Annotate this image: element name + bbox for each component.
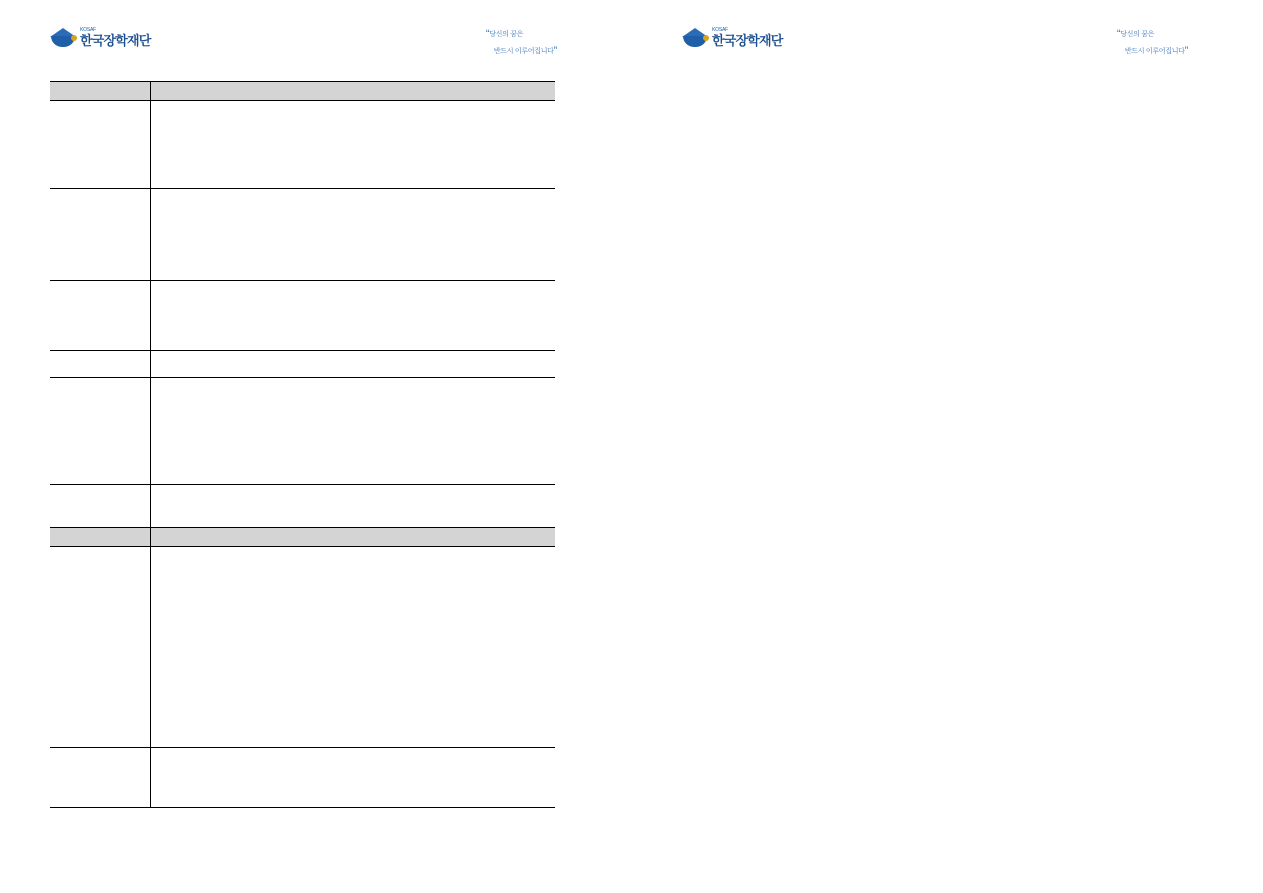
kosaf-logo bbox=[50, 26, 151, 48]
row-label bbox=[50, 281, 150, 351]
logo-subtext: KOSAF bbox=[80, 26, 96, 33]
page-header-right bbox=[632, 0, 1263, 56]
row-body bbox=[150, 101, 555, 189]
quote-open-icon: “ bbox=[1116, 28, 1121, 40]
row-label bbox=[50, 748, 150, 808]
row-label bbox=[50, 101, 150, 189]
kosaf-logo bbox=[682, 26, 783, 48]
slogan-line-2: 반드시 이루어집니다 bbox=[493, 47, 554, 55]
row-body bbox=[150, 378, 555, 485]
quote-close-icon: ” bbox=[1184, 44, 1188, 57]
slogan-line-1: 당신의 꿈은 bbox=[489, 31, 524, 38]
table-header-cell-left bbox=[50, 82, 150, 101]
table-row bbox=[50, 378, 555, 485]
header-slogan-right bbox=[1117, 26, 1188, 59]
table-left-upper bbox=[50, 81, 555, 537]
row-body bbox=[150, 351, 555, 378]
row-body bbox=[150, 189, 555, 281]
slogan-line-2: 반드시 이루어집니다 bbox=[1124, 47, 1185, 55]
row-body bbox=[150, 547, 555, 748]
table-row bbox=[50, 351, 555, 378]
table-row bbox=[50, 281, 555, 351]
row-label bbox=[50, 351, 150, 378]
table-header-row bbox=[50, 528, 555, 547]
table-row bbox=[50, 748, 555, 808]
row-label bbox=[50, 547, 150, 748]
row-body bbox=[150, 748, 555, 808]
quote-close-icon: ” bbox=[553, 44, 557, 57]
table-header-cell-left bbox=[50, 528, 150, 547]
graduation-cap-logo-icon bbox=[50, 26, 76, 48]
header-slogan-left bbox=[486, 26, 557, 59]
row-label bbox=[50, 378, 150, 485]
table-row bbox=[50, 189, 555, 281]
graduation-cap-logo-icon bbox=[682, 26, 708, 48]
table-row bbox=[50, 547, 555, 748]
table-header-cell-right bbox=[150, 528, 555, 547]
table-row bbox=[50, 101, 555, 189]
table-header-cell-right bbox=[150, 82, 555, 101]
slogan-line-1: 당신의 꿈은 bbox=[1120, 31, 1155, 38]
quote-open-icon: “ bbox=[485, 28, 490, 40]
table-left-lower bbox=[50, 527, 555, 808]
logo-subtext: KOSAF bbox=[712, 26, 728, 33]
table-header-row bbox=[50, 82, 555, 101]
logo-name: 한국장학재단 bbox=[712, 32, 783, 48]
row-body bbox=[150, 281, 555, 351]
row-label bbox=[50, 189, 150, 281]
logo-name: 한국장학재단 bbox=[80, 32, 151, 48]
document-page-right bbox=[632, 0, 1263, 893]
page-header-left bbox=[0, 0, 632, 56]
